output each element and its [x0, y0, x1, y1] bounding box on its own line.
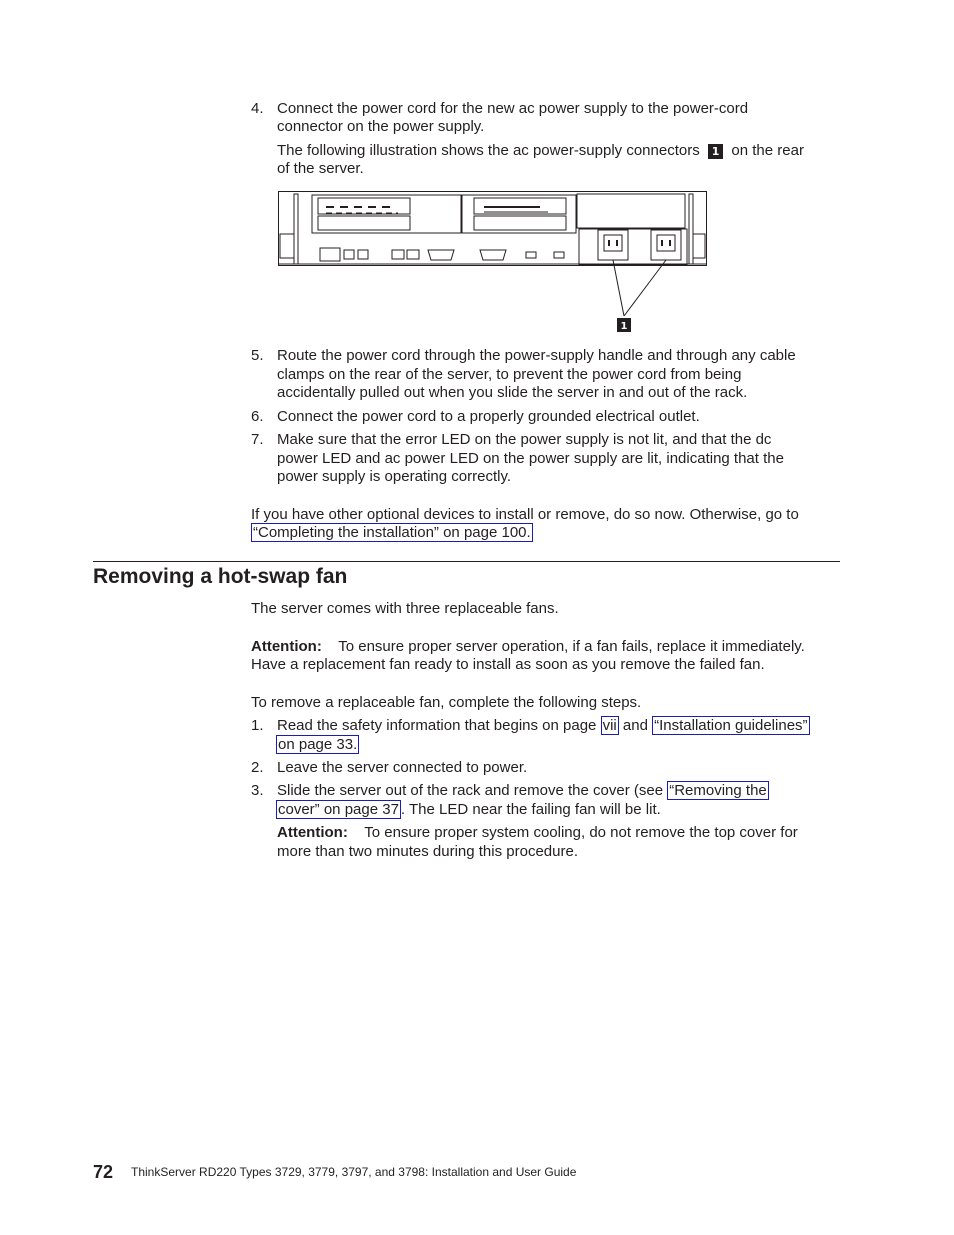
- fan-step-1-number: 1.: [251, 717, 264, 734]
- steps-intro: To remove a replaceable fan, complete the following steps.: [251, 694, 642, 711]
- step-4-number: 4.: [251, 100, 264, 117]
- fan-step-3-attention-line-1: [277, 823, 842, 842]
- step-5-number: 5.: [251, 347, 264, 364]
- illustration-caption-post: on the rear: [731, 142, 804, 159]
- attention-2-label: Attention:: [277, 824, 348, 841]
- optional-devices-link-line: [251, 523, 841, 542]
- installation-guidelines-link[interactable]: “Installation guidelines”: [654, 717, 808, 734]
- illustration-caption-line-2: of the server.: [277, 160, 364, 177]
- optional-devices-text: If you have other optional devices to install or remove, do so now. Otherwise, go to: [251, 506, 799, 523]
- fan-step-3-number: 3.: [251, 782, 264, 799]
- fan-step-1-mid: and: [622, 717, 648, 734]
- fan-step-2-text: Leave the server connected to power.: [277, 759, 528, 776]
- attention-1-line-1: [251, 637, 851, 656]
- removing-cover-link-cont[interactable]: cover” on page 37: [278, 801, 399, 818]
- server-rear-illustration: [278, 188, 708, 336]
- step-7-line-3: power supply is operating correctly.: [277, 468, 511, 485]
- fan-step-3-line-2: [276, 800, 841, 819]
- safety-info-link[interactable]: vii: [602, 717, 617, 734]
- step-6-number: 6.: [251, 408, 264, 425]
- attention-1-text-1: To ensure proper server operation, if a fan fails, replace it immediately.: [338, 638, 805, 655]
- attention-1-label: Attention:: [251, 638, 322, 655]
- step-7-number: 7.: [251, 431, 264, 448]
- step-7-line-2: power LED and ac power LED on the power supply are lit, indicating that the: [277, 450, 784, 467]
- fan-step-1-line-2: [276, 735, 841, 754]
- completing-installation-link[interactable]: “Completing the installation” on page 100.: [253, 524, 531, 541]
- callout-1-figure: 1: [620, 321, 628, 332]
- page-number: 72: [93, 1162, 114, 1182]
- step-4-line-1: Connect the power cord for the new ac power supply to the power-cord: [277, 100, 749, 117]
- step-5-line-2: clamps on the rear of the server, to prevent the power cord from being: [277, 366, 742, 383]
- fan-step-3-attention-line-2: more than two minutes during this procedure.: [277, 843, 578, 860]
- installation-guidelines-link-cont[interactable]: on page 33.: [278, 736, 358, 753]
- intro-text: The server comes with three replaceable fans.: [251, 600, 559, 617]
- section-rule: [93, 561, 840, 562]
- footer-title: ThinkServer RD220 Types 3729, 3779, 3797, and 3798: Installation and User Guide: [131, 1165, 577, 1179]
- fan-step-1-line-1: [277, 716, 857, 735]
- fan-step-3-pre: Slide the server out of the rack and remove the cover (see: [277, 782, 664, 799]
- step-6-text: Connect the power cord to a properly grounded electrical outlet.: [277, 408, 700, 425]
- fan-step-2-number: 2.: [251, 759, 264, 776]
- section-heading: Removing a hot-swap fan: [93, 565, 348, 588]
- illustration-caption: [277, 141, 847, 160]
- step-5-line-3: accidentally pulled out when you slide the server in and out of the rack.: [277, 384, 748, 401]
- callout-1-inline: 1: [708, 144, 723, 159]
- step-4-line-2: connector on the power supply.: [277, 118, 485, 135]
- fan-step-1-pre: Read the safety information that begins on page: [277, 717, 597, 734]
- fan-step-3-post: . The LED near the failing fan will be lit.: [400, 801, 661, 818]
- illustration-caption-pre: The following illustration shows the ac power-supply connectors: [277, 142, 700, 159]
- attention-1-line-2: Have a replacement fan ready to install as soon as you remove the failed fan.: [251, 656, 765, 673]
- step-5-line-1: Route the power cord through the power-supply handle and through any cable: [277, 347, 796, 364]
- step-7-line-1: Make sure that the error LED on the power supply is not lit, and that the dc: [277, 431, 772, 448]
- fan-step-3-line-1: [277, 781, 842, 800]
- removing-cover-link[interactable]: “Removing the: [669, 782, 767, 799]
- attention-2-text-1: To ensure proper system cooling, do not remove the top cover for: [364, 824, 798, 841]
